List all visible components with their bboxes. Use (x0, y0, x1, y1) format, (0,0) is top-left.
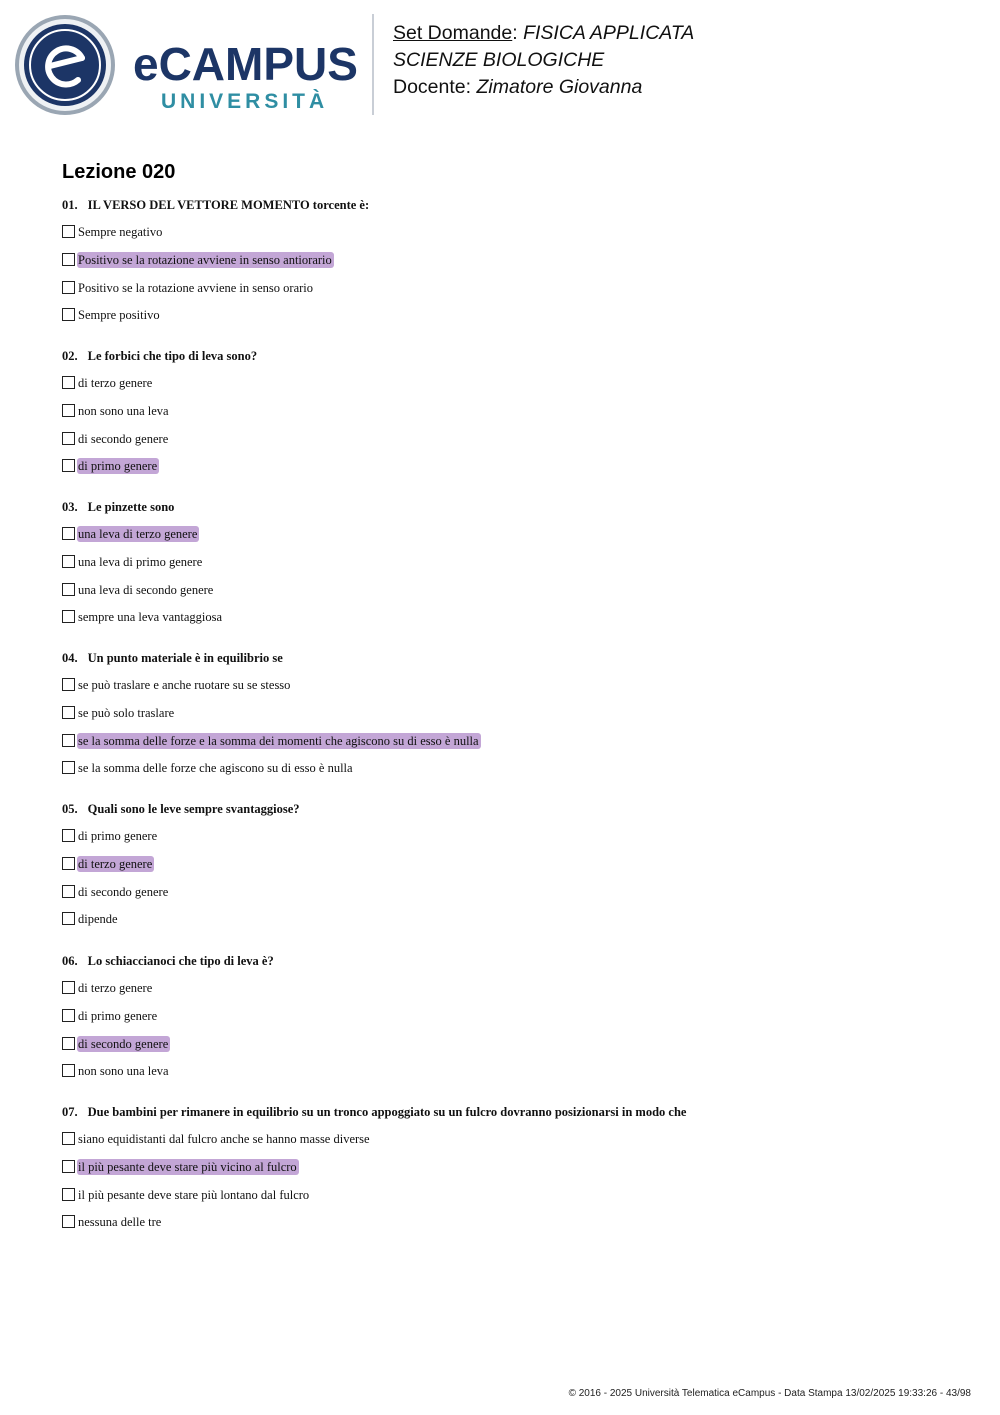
answer-text: se può solo traslare (78, 705, 175, 720)
answer-checkbox[interactable] (62, 1132, 75, 1145)
answer-option[interactable] (62, 375, 962, 403)
question-number: 02. (62, 349, 78, 363)
lesson-title: Lezione 020 (62, 161, 176, 183)
answer-checkbox[interactable] (62, 678, 75, 691)
answer-text: sempre una leva vantaggiosa (78, 610, 223, 625)
answer-checkbox[interactable] (62, 432, 75, 445)
answer-checkbox[interactable] (62, 1160, 75, 1173)
question (62, 197, 962, 335)
set-line: Set Domande: FISICA APPLICATA (393, 22, 695, 44)
teacher-label: Docente: (393, 76, 472, 98)
answer-checkbox[interactable] (62, 1064, 75, 1077)
header-divider (372, 14, 374, 115)
answer-checkbox[interactable] (62, 376, 75, 389)
answer-option[interactable] (62, 911, 962, 939)
question-label: Due bambini per rimanere in equilibrio su un tronco appoggiato su un fulcro dovranno posizionarsi in modo che (87, 1105, 687, 1119)
answer-option[interactable] (62, 828, 962, 856)
question-label: Quali sono le leve sempre svantaggiose? (87, 802, 300, 816)
question (62, 650, 962, 788)
answer-text: non sono una leva (78, 403, 169, 418)
answer-text-highlighted: il più pesante deve stare più vicino al fulcro (78, 1159, 297, 1174)
question-text (62, 1104, 962, 1131)
answer-option[interactable] (62, 1187, 962, 1215)
question (62, 801, 962, 939)
answer-option-correct[interactable] (62, 458, 962, 486)
answer-text: di primo genere (78, 1008, 158, 1023)
answer-checkbox[interactable] (62, 225, 75, 238)
answer-text: di terzo genere (78, 981, 153, 995)
answer-checkbox[interactable] (62, 981, 75, 994)
svg-text:UNIVERSITÀ: UNIVERSITÀ (161, 90, 329, 113)
answer-checkbox[interactable] (62, 253, 75, 266)
answer-checkbox[interactable] (62, 583, 75, 596)
answer-option[interactable] (62, 1063, 962, 1091)
question-label: Le pinzette sono (87, 500, 175, 514)
question-number: 05. (62, 802, 78, 816)
answer-checkbox[interactable] (62, 1037, 75, 1050)
answer-text: nessuna delle tre (78, 1215, 162, 1230)
question-text (62, 801, 962, 828)
answer-text-highlighted: Positivo se la rotazione avviene in senso antiorario (78, 252, 332, 267)
answer-option[interactable] (62, 280, 962, 308)
answer-text: il più pesante deve stare più lontano dal fulcro (78, 1187, 310, 1202)
question-text (62, 499, 962, 526)
answer-checkbox[interactable] (62, 857, 75, 870)
answer-text-highlighted: se la somma delle forze e la somma dei momenti che agiscono su di esso è nulla (78, 733, 479, 748)
question-text (62, 197, 962, 224)
answer-option[interactable] (62, 1131, 962, 1159)
answer-option[interactable] (62, 1214, 962, 1242)
teacher-line (393, 74, 694, 101)
answer-checkbox[interactable] (62, 404, 75, 417)
answer-option[interactable] (62, 582, 962, 610)
answer-text-highlighted: di terzo genere (78, 856, 153, 871)
answer-text: se la somma delle forze che agiscono su di esso è nulla (78, 761, 353, 776)
answer-checkbox[interactable] (62, 610, 75, 623)
question-label: Un punto materiale è in equilibrio se (87, 651, 283, 665)
answer-option-correct[interactable] (62, 733, 962, 761)
answer-text: Sempre positivo (78, 308, 160, 323)
answer-option[interactable] (62, 431, 962, 459)
answer-checkbox[interactable] (62, 1215, 75, 1228)
answer-text: Sempre negativo (78, 225, 163, 239)
answer-option[interactable] (62, 224, 962, 252)
answer-checkbox[interactable] (62, 885, 75, 898)
answer-checkbox[interactable] (62, 734, 75, 747)
answer-text: Positivo se la rotazione avviene in senso orario (78, 280, 314, 295)
question-number: 03. (62, 500, 78, 514)
set-label: Set Domande (393, 22, 513, 44)
question-text (62, 650, 962, 677)
answer-text-highlighted: di primo genere (78, 459, 158, 474)
answer-text-highlighted: di secondo genere (78, 1036, 169, 1051)
answer-checkbox[interactable] (62, 459, 75, 472)
answer-checkbox[interactable] (62, 761, 75, 774)
answer-option[interactable] (62, 554, 962, 582)
ecampus-logo (14, 14, 359, 118)
answer-option[interactable] (62, 677, 962, 705)
course-line (393, 47, 694, 74)
answer-option[interactable] (62, 760, 962, 788)
page-footer: © 2016 - 2025 Università Telematica eCampus - Data Stampa 13/02/2025 19:33:26 - 43/98 (568, 1388, 971, 1399)
answer-checkbox[interactable] (62, 706, 75, 719)
answer-text: di secondo genere (78, 884, 169, 899)
answer-option[interactable] (62, 609, 962, 637)
answer-option-correct[interactable] (62, 1036, 962, 1064)
subject-name: FISICA APPLICATA (523, 22, 695, 44)
answer-text: una leva di primo genere (78, 554, 203, 569)
question-number: 04. (62, 651, 78, 665)
question (62, 499, 962, 637)
answer-checkbox[interactable] (62, 527, 75, 540)
question (62, 953, 962, 1091)
answer-text: non sono una leva (78, 1064, 169, 1079)
answer-text: di terzo genere (78, 376, 153, 390)
question-text (62, 348, 962, 375)
answer-option[interactable] (62, 307, 962, 335)
svg-text:eCAMPUS: eCAMPUS (133, 38, 358, 90)
answer-option[interactable] (62, 1008, 962, 1036)
question-number: 01. (62, 198, 78, 212)
header-info (393, 20, 694, 101)
answer-text: siano equidistanti dal fulcro anche se hanno masse diverse (78, 1132, 370, 1146)
answer-option-correct[interactable] (62, 856, 962, 884)
answer-text: una leva di secondo genere (78, 582, 214, 597)
question (62, 348, 962, 486)
question-label: IL VERSO DEL VETTORE MOMENTO torcente è: (87, 198, 370, 212)
answer-checkbox[interactable] (62, 1188, 75, 1201)
answer-checkbox[interactable] (62, 912, 75, 925)
answer-option-correct[interactable] (62, 526, 962, 554)
answer-checkbox[interactable] (62, 555, 75, 568)
answer-text: di secondo genere (78, 431, 169, 446)
answer-text-highlighted: una leva di terzo genere (78, 527, 198, 541)
answer-text: dipende (78, 912, 118, 927)
question-number: 07. (62, 1105, 78, 1119)
course-name: SCIENZE BIOLOGICHE (393, 49, 605, 71)
answer-checkbox[interactable] (62, 308, 75, 321)
answer-option[interactable] (62, 705, 962, 733)
answer-checkbox[interactable] (62, 1009, 75, 1022)
question (62, 1104, 962, 1242)
question-number: 06. (62, 954, 78, 968)
question-text (62, 953, 962, 980)
answer-option-correct[interactable] (62, 1159, 962, 1187)
answer-checkbox[interactable] (62, 829, 75, 842)
answer-text: se può traslare e anche ruotare su se stesso (78, 678, 291, 692)
teacher-name: Zimatore Giovanna (476, 76, 643, 98)
logo-wordmark (133, 38, 358, 113)
question-label: Le forbici che tipo di leva sono? (87, 349, 258, 363)
answer-option[interactable] (62, 980, 962, 1008)
answer-option-correct[interactable] (62, 252, 962, 280)
answer-option[interactable] (62, 403, 962, 431)
question-label: Lo schiaccianoci che tipo di leva è? (87, 954, 274, 968)
answer-text: di primo genere (78, 829, 158, 843)
answer-checkbox[interactable] (62, 281, 75, 294)
answer-option[interactable] (62, 884, 962, 912)
